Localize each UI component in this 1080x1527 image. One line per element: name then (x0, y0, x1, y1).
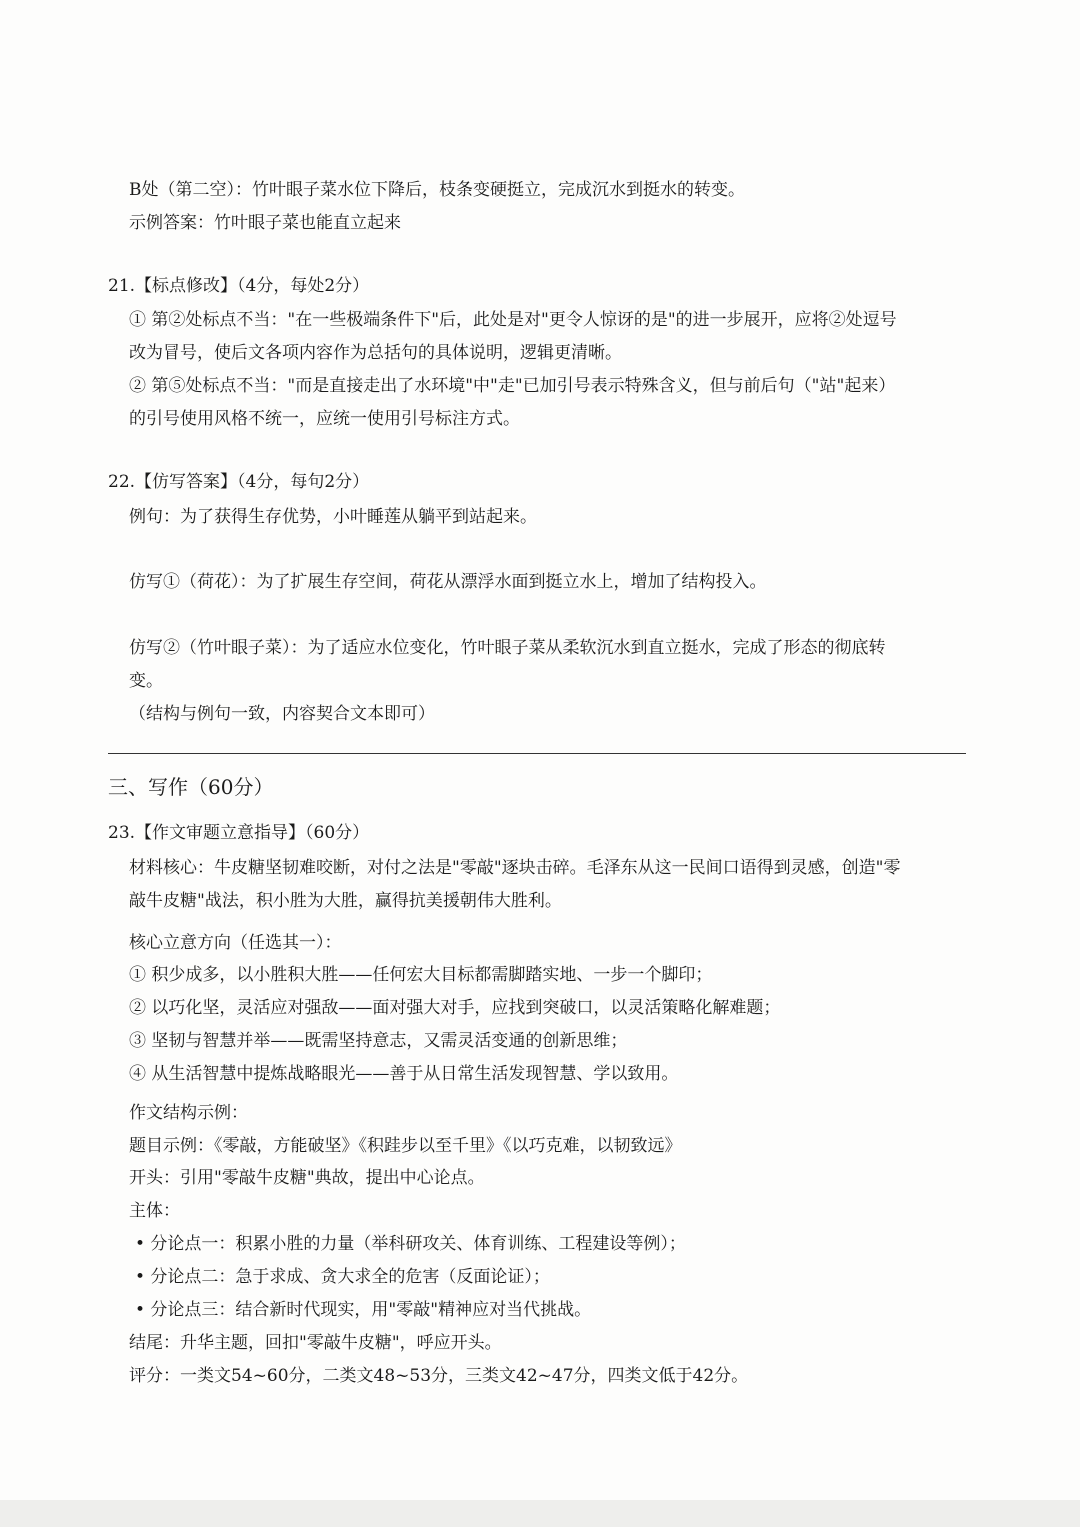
q23-ending: 结尾：升华主题，回扣"零敲牛皮糖"，呼应开头。 (129, 1333, 502, 1353)
q23-direction-3: ③ 坚韧与智慧并举——既需坚持意志，又需灵活变通的创新思维； (129, 1031, 628, 1051)
q22-imitate2-line2: 变。 (129, 671, 163, 691)
q22-imitate2-line1: 仿写②（竹叶眼子菜）：为了适应水位变化，竹叶眼子菜从柔软沉水到直立挺水，完成了形态的彻底转 (129, 638, 886, 658)
q23-heading: 23.【作文审题立意指导】（60分） (108, 823, 370, 843)
q22-note: （结构与例句一致，内容契合文本即可） (129, 704, 435, 724)
q23-direction-2: ② 以巧化坚，灵活应对强敌——面对强大对手，应找到突破口，以灵活策略化解难题； (129, 998, 781, 1018)
q21-item1-line2: 改为冒号，使后文各项内容作为总括句的具体说明，逻辑更清晰。 (129, 343, 622, 363)
q23-direction-1: ① 积少成多，以小胜积大胜——任何宏大目标都需脚踏实地、一步一个脚印； (129, 965, 713, 985)
q23-point-2: • 分论点二：急于求成、贪大求全的危害（反面论证）； (135, 1267, 550, 1287)
q22-imitate1: 仿写①（荷花）：为了扩展生存空间，荷花从漂浮水面到挺立水上，增加了结构投入。 (129, 572, 767, 592)
q21-item2-line1: ② 第⑤处标点不当："而是直接走出了水环境"中"走"已加引号表示特殊含义，但与前后句（"站"起来） (129, 376, 896, 396)
q23-material-line2: 敲牛皮糖"战法，积小胜为大胜，赢得抗美援朝伟大胜利。 (129, 891, 562, 911)
section3-heading: 三、写作（60分） (108, 775, 274, 799)
q22-heading: 22.【仿写答案】（4分，每句2分） (108, 472, 370, 492)
q23-body-title: 主体： (129, 1201, 180, 1221)
section-divider (108, 753, 966, 754)
q23-point-3: • 分论点三：结合新时代现实，用"零敲"精神应对当代挑战。 (135, 1300, 592, 1320)
q23-direction-title: 核心立意方向（任选其一）： (129, 933, 342, 953)
q23-opening: 开头：引用"零敲牛皮糖"典故，提出中心论点。 (129, 1168, 485, 1188)
page-bottom-edge (0, 1500, 1080, 1527)
q21-heading: 21.【标点修改】（4分，每处2分） (108, 276, 370, 296)
q23-point-1: • 分论点一：积累小胜的力量（举科研攻关、体育训练、工程建设等例）； (135, 1234, 686, 1254)
q21-item2-line2: 的引号使用风格不统一，应统一使用引号标注方式。 (129, 409, 520, 429)
q21-item1-line1: ① 第②处标点不当："在一些极端条件下"后，此处是对"更令人惊讶的是"的进一步展开，应将②处逗号 (129, 310, 897, 330)
q22-example: 例句：为了获得生存优势，小叶睡莲从躺平到站起来。 (129, 507, 537, 527)
b-section-answer: 示例答案：竹叶眼子菜也能直立起来 (129, 213, 401, 233)
q23-direction-4: ④ 从生活智慧中提炼战略眼光——善于从日常生活发现智慧、学以致用。 (129, 1064, 679, 1084)
q23-scoring: 评分：一类文54~60分，二类文48~53分，三类文42~47分，四类文低于42分。 (129, 1366, 749, 1386)
q23-material-line1: 材料核心：牛皮糖坚韧难咬断，对付之法是"零敲"逐块击碎。毛泽东从这一民间口语得到灵感，创造"零 (129, 858, 901, 878)
q23-structure-title: 作文结构示例： (129, 1103, 248, 1123)
b-section-line: B处（第二空）：竹叶眼子菜水位下降后，枝条变硬挺立，完成沉水到挺水的转变。 (129, 180, 745, 200)
q23-title-examples: 题目示例：《零敲，方能破坚》《积跬步以至千里》《以巧克难，以韧致远》 (129, 1136, 682, 1156)
